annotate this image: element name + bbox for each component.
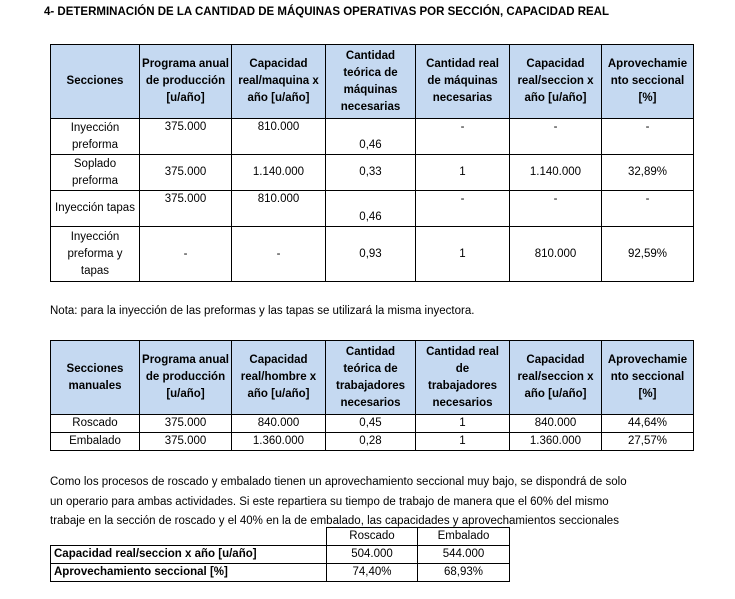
table-cell: - bbox=[510, 119, 602, 155]
header-line: Cantidad bbox=[345, 345, 396, 358]
header-line: Cantidad real bbox=[426, 345, 499, 358]
table-cell: - bbox=[416, 191, 510, 227]
section-name: Roscado bbox=[51, 415, 140, 433]
column-header bbox=[326, 45, 416, 119]
header-line: año [u/año] bbox=[524, 92, 587, 104]
table-cell: 375.000 bbox=[140, 415, 232, 433]
summary-corner bbox=[51, 528, 327, 546]
header-line: real/maquina x bbox=[238, 75, 319, 87]
table-row bbox=[51, 119, 694, 155]
header-line: necesarias bbox=[432, 92, 493, 104]
header-line: Aprovechamie bbox=[607, 58, 688, 70]
summary-col-header: Embalado bbox=[418, 528, 510, 546]
header-line: Capacidad bbox=[526, 58, 585, 70]
section-name bbox=[51, 191, 140, 227]
table-row bbox=[51, 227, 694, 282]
header-line: de bbox=[455, 362, 470, 375]
table-cell: 840.000 bbox=[232, 415, 326, 433]
summary-cell: 68,93% bbox=[418, 564, 510, 582]
table-cell: 0,33 bbox=[326, 155, 416, 191]
header-line: necesarios bbox=[340, 396, 401, 409]
table-cell: 0,28 bbox=[326, 433, 416, 451]
table-cell: 375.000 bbox=[140, 191, 232, 227]
header-line: Secciones bbox=[66, 362, 124, 375]
summary-row bbox=[51, 564, 510, 582]
summary-table bbox=[50, 527, 510, 582]
column-header bbox=[232, 45, 326, 119]
note-text: Nota: para la inyección de las preformas y las tapas se utilizará la misma inyectora. bbox=[50, 305, 475, 317]
column-header bbox=[140, 45, 232, 119]
table-cell: 1 bbox=[416, 415, 510, 433]
section-line: preforma bbox=[71, 138, 119, 151]
header-line: teórica de bbox=[343, 66, 398, 79]
table-cell: 0,45 bbox=[326, 415, 416, 433]
header-line: año [u/año] bbox=[524, 388, 587, 400]
header-line: real/seccion x bbox=[517, 75, 594, 87]
summary-cell: 544.000 bbox=[418, 546, 510, 564]
section-name bbox=[51, 227, 140, 282]
table-cell: 375.000 bbox=[140, 433, 232, 451]
column-header bbox=[140, 341, 232, 415]
table-cell: 27,57% bbox=[602, 433, 694, 451]
header-line: teórica de bbox=[343, 362, 398, 375]
table-cell: 375.000 bbox=[140, 155, 232, 191]
table-cell: 810.000 bbox=[232, 119, 326, 155]
summary-row-label: Capacidad real/seccion x año [u/año] bbox=[51, 546, 327, 564]
table-cell: 1 bbox=[416, 433, 510, 451]
section-line: tapas bbox=[80, 264, 110, 277]
header-line: real/seccion x bbox=[517, 371, 594, 383]
table-cell: 32,89% bbox=[602, 155, 694, 191]
header-line: [%] bbox=[638, 92, 657, 104]
table-cell: 375.000 bbox=[140, 119, 232, 155]
column-header bbox=[416, 45, 510, 119]
section-line: preforma bbox=[71, 174, 119, 187]
table-cell: 840.000 bbox=[510, 415, 602, 433]
header-line: Capacidad bbox=[249, 354, 308, 366]
section-line: Inyección bbox=[70, 121, 120, 134]
header-line: Programa anual bbox=[142, 354, 229, 366]
header-line: nto seccional bbox=[610, 371, 685, 383]
header-line: Cantidad bbox=[345, 49, 396, 62]
column-header bbox=[510, 45, 602, 119]
column-header bbox=[510, 341, 602, 415]
explanation-paragraph bbox=[50, 473, 710, 532]
header-line: año [u/año] bbox=[247, 388, 310, 400]
column-header bbox=[232, 341, 326, 415]
header-line: de producción bbox=[145, 371, 226, 383]
header-row bbox=[51, 45, 694, 119]
table-cell: - bbox=[602, 191, 694, 227]
section-line: Soplado bbox=[73, 157, 117, 170]
header-line: Capacidad bbox=[526, 354, 585, 366]
paragraph-line: trabaje en la sección de roscado y el 40% en la de embalado, las capacidades y aprovechamientos seccionales bbox=[50, 515, 619, 527]
table-cell: 0,46 bbox=[326, 119, 416, 155]
header-line: Aprovechamie bbox=[607, 354, 688, 366]
header-line: real/hombre x bbox=[240, 371, 317, 383]
machines-table bbox=[50, 44, 694, 282]
column-header bbox=[51, 45, 140, 119]
header-line: manuales bbox=[68, 379, 122, 392]
table-cell: 1 bbox=[416, 227, 510, 282]
header-line: máquinas bbox=[343, 83, 398, 96]
summary-row-label: Aprovechamiento seccional [%] bbox=[51, 564, 327, 582]
table-cell: 810.000 bbox=[232, 191, 326, 227]
section-line: Inyección bbox=[70, 230, 120, 243]
header-row bbox=[51, 341, 694, 415]
table-cell: 44,64% bbox=[602, 415, 694, 433]
column-header bbox=[602, 341, 694, 415]
table-cell: 1.360.000 bbox=[232, 433, 326, 451]
header-line: Cantidad real bbox=[426, 58, 499, 70]
header-line: [u/año] bbox=[166, 92, 205, 104]
table-cell: - bbox=[140, 227, 232, 282]
column-header bbox=[326, 341, 416, 415]
header-line: necesarios bbox=[432, 396, 493, 409]
table-cell: 1.140.000 bbox=[510, 155, 602, 191]
table-row bbox=[51, 191, 694, 227]
table-cell: - bbox=[416, 119, 510, 155]
paragraph-line: Como los procesos de roscado y embalado tienen un aprovechamiento seccional muy bajo, se dispondrá de solo bbox=[50, 476, 627, 488]
header-line: de máquinas bbox=[427, 75, 498, 87]
table-cell: - bbox=[602, 119, 694, 155]
header-line: trabajadores bbox=[427, 379, 498, 392]
table-row bbox=[51, 155, 694, 191]
header-line: Secciones bbox=[66, 75, 124, 87]
header-line: Capacidad bbox=[249, 58, 308, 70]
summary-row bbox=[51, 546, 510, 564]
section-line: preforma y bbox=[67, 247, 123, 260]
summary-cell: 504.000 bbox=[327, 546, 418, 564]
header-line: de producción bbox=[145, 75, 226, 87]
paragraph-line: un operario para ambas actividades. Si este repartiera su tiempo de trabajo de manera que el 60% del mismo bbox=[50, 495, 609, 508]
section-name bbox=[51, 119, 140, 155]
section-name: Embalado bbox=[51, 433, 140, 451]
table-cell: 1.140.000 bbox=[232, 155, 326, 191]
table-cell: 92,59% bbox=[602, 227, 694, 282]
column-header bbox=[602, 45, 694, 119]
header-line: año [u/año] bbox=[247, 92, 310, 104]
column-header bbox=[416, 341, 510, 415]
header-line: [u/año] bbox=[166, 388, 205, 400]
table-cell: 1 bbox=[416, 155, 510, 191]
table-cell: - bbox=[510, 191, 602, 227]
table-cell: 0,93 bbox=[326, 227, 416, 282]
table-row bbox=[51, 415, 694, 433]
column-header bbox=[51, 341, 140, 415]
header-line: necesarias bbox=[340, 100, 401, 113]
table-row bbox=[51, 433, 694, 451]
summary-cell: 74,40% bbox=[327, 564, 418, 582]
header-line: [%] bbox=[638, 388, 657, 400]
table-cell: 810.000 bbox=[510, 227, 602, 282]
summary-col-header: Roscado bbox=[327, 528, 418, 546]
summary-header-row bbox=[51, 528, 510, 546]
table-cell: - bbox=[232, 227, 326, 282]
header-line: trabajadores bbox=[335, 379, 406, 392]
table-cell: 1.360.000 bbox=[510, 433, 602, 451]
header-line: Programa anual bbox=[142, 58, 229, 70]
manual-sections-table bbox=[50, 340, 694, 451]
page-title: 4- DETERMINACIÓN DE LA CANTIDAD DE MÁQUINAS OPERATIVAS POR SECCIÓN, CAPACIDAD REAL bbox=[44, 6, 610, 18]
section-line: Inyección tapas bbox=[55, 202, 135, 214]
header-line: nto seccional bbox=[610, 75, 685, 87]
section-name bbox=[51, 155, 140, 191]
table-cell: 0,46 bbox=[326, 191, 416, 227]
